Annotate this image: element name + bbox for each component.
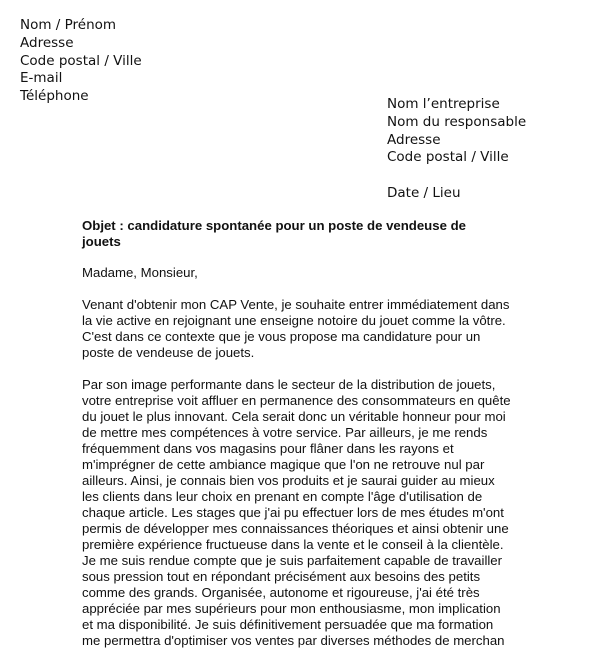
sender-phone: Téléphone <box>20 88 89 105</box>
paragraph-line: du jouet le plus innovant. Cela serait donc un véritable honneur pour moi <box>82 409 506 424</box>
recipient-postal-city: Code postal / Ville <box>387 149 509 166</box>
paragraph-line: m'imprégner de cette ambiance magique que l'on ne retrouve nul par <box>82 457 485 472</box>
paragraph-line: les clients dans leur choix en prenant en compte l'âge d'utilisation de <box>82 489 483 504</box>
paragraph-line: C'est dans ce contexte que je vous propose ma candidature pour un <box>82 329 481 344</box>
subject-line <box>82 218 512 250</box>
paragraph-line: chaque article. Les stages que j'ai pu effectuer lors de mes études m'ont <box>82 505 504 520</box>
paragraph-line: Par son image performante dans le secteur de la distribution de jouets, <box>82 377 496 392</box>
paragraph-line: première expérience fructueuse dans la vente et le conseil à la clientèle. <box>82 537 504 552</box>
recipient-company: Nom l’entreprise <box>387 96 500 112</box>
paragraph-line: sous pression tout en répondant précisément aux besoins des petits <box>82 569 481 584</box>
date-place: Date / Lieu <box>387 185 461 201</box>
subject-line-2: jouets <box>82 234 121 249</box>
paragraph-line: et ma disponibilité. Je suis définitivement persuadée que ma formation <box>82 617 494 632</box>
paragraph-line: me permettra d'optimiser vos ventes par diverses méthodes de merchan <box>82 633 505 648</box>
paragraph-line: comme des grands. Organisée, autonome et rigoureuse, j'ai été très <box>82 585 480 600</box>
paragraph-line: de mettre mes compétences à votre service. Par ailleurs, je me rends <box>82 425 488 440</box>
paragraph-line: Je me suis rendue compte que je suis parfaitement capable de travailler <box>82 553 503 568</box>
paragraph-line: poste de vendeuse de jouets. <box>82 345 255 360</box>
sender-postal-city: Code postal / Ville <box>20 52 142 69</box>
sender-name: Nom / Prénom <box>20 17 117 33</box>
paragraph-line: la vie active en rejoignant une enseigne notoire du jouet comme la vôtre. <box>82 313 506 328</box>
subject-line-1: Objet : candidature spontanée pour un poste de vendeuse de <box>82 218 466 233</box>
paragraph-line: permis de développer mes connaissances théoriques et ainsi obtenir une <box>82 521 509 536</box>
sender-block <box>20 17 142 106</box>
sender-email: E-mail <box>20 70 63 87</box>
paragraph-line: votre entreprise voit affluer en permanence des consommateurs en quête <box>82 393 511 408</box>
recipient-block <box>387 96 526 167</box>
sender-address: Adresse <box>20 34 74 51</box>
paragraph-line: ailleurs. Ainsi, je connais bien vos produits et je saurai guider au mieux <box>82 473 495 488</box>
greeting: Madame, Monsieur, <box>82 265 198 280</box>
recipient-address: Adresse <box>387 131 441 148</box>
letter-body <box>82 218 512 665</box>
paragraph-motivation <box>82 377 512 649</box>
paragraph-line: fréquemment dans vos magasins pour flâner dans les rayons et <box>82 441 454 456</box>
paragraph-line: appréciée par mes supérieurs pour mon enthousiasme, mon implication <box>82 601 501 616</box>
paragraph-intro <box>82 297 512 361</box>
recipient-manager: Nom du responsable <box>387 113 527 130</box>
paragraph-line: Venant d'obtenir mon CAP Vente, je souhaite entrer immédiatement dans <box>82 297 510 312</box>
